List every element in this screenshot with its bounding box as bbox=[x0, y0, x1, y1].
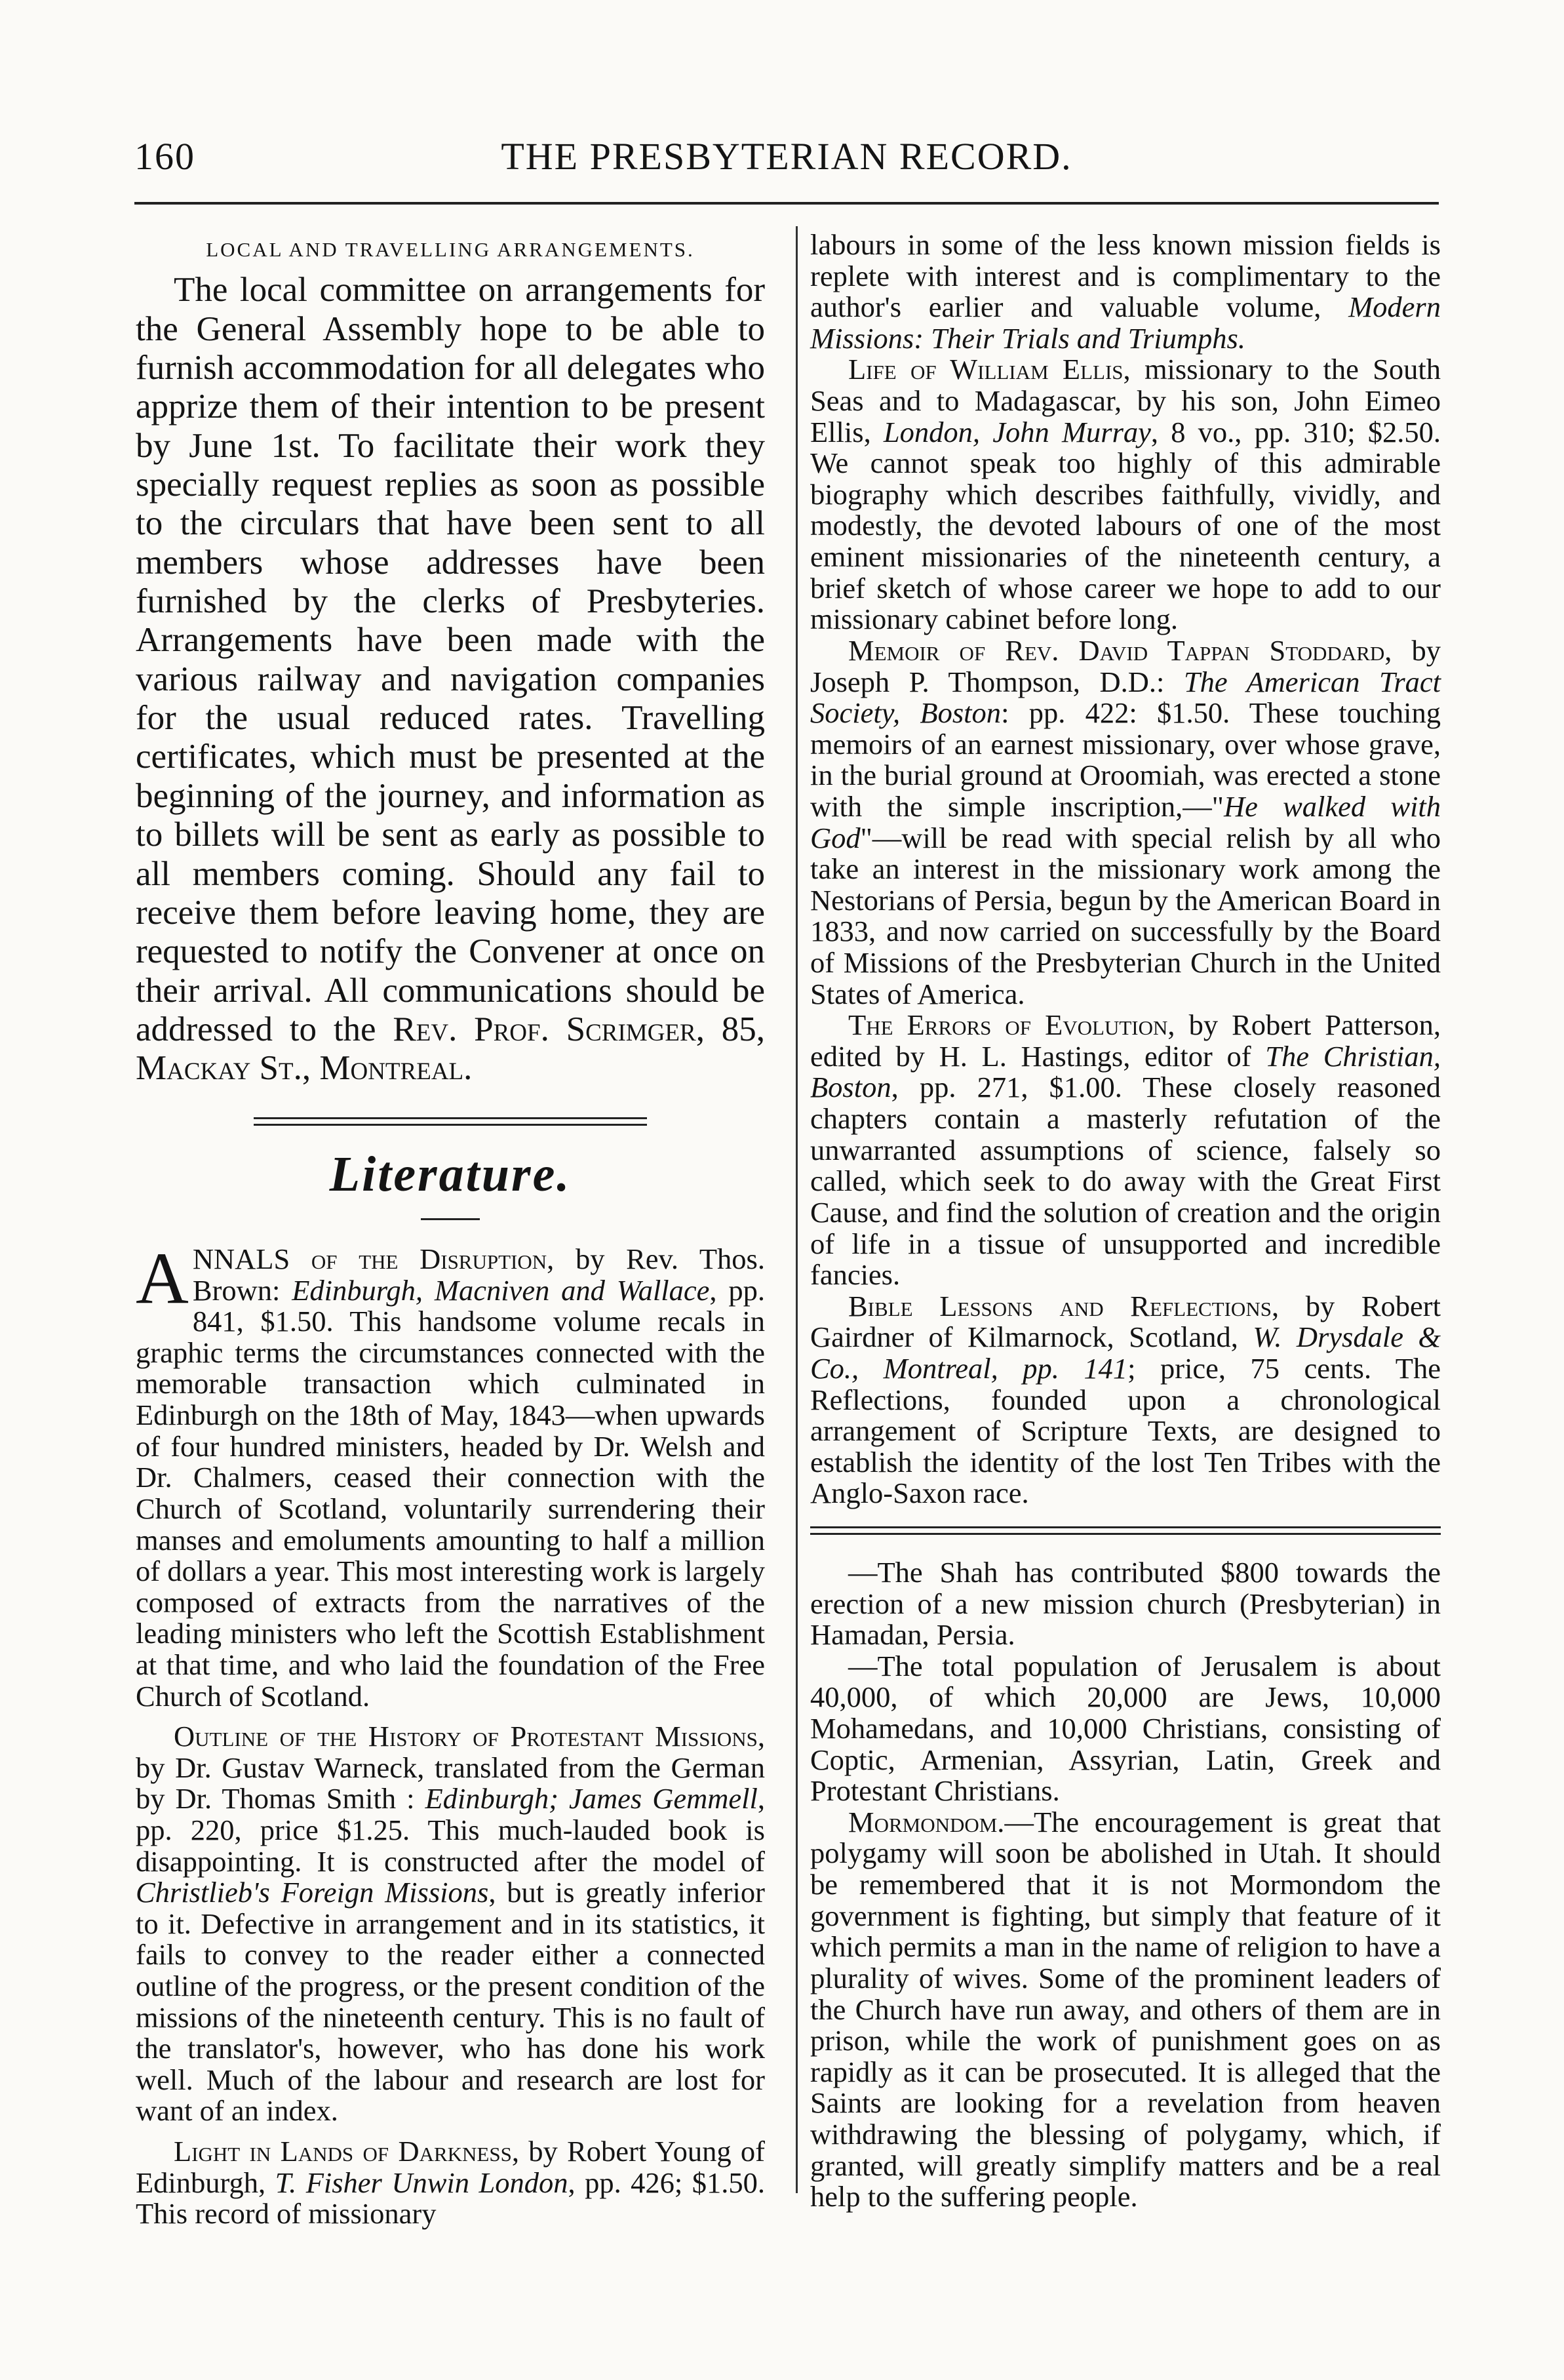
news-double-rule bbox=[810, 1526, 1441, 1535]
section-double-rule bbox=[254, 1117, 647, 1126]
outline-author: , by Dr. Gustav Warneck, translated from the German by Dr. Thomas Smith : bbox=[136, 1720, 765, 1815]
news-jerusalem: —The total population of Jerusalem is about 40,000, of which 20,000 are Jews, 10,000 Mohamedans, and 10,000 Christians, consisting of Coptic, Armenian, Assyrian, Latin, Greek and Protestant Christians. bbox=[810, 1649, 1441, 1808]
errors-author: , by Robert Patterson, edited by H. L. Hastings, editor of bbox=[810, 1008, 1441, 1073]
ellis-publisher: London, John Murray bbox=[883, 415, 1151, 448]
light-title: Light in Lands of Darkness bbox=[174, 2135, 512, 2168]
ellis-body-2: , 8 vo., pp. 310; $2.50. We cannot speak too highly of this admirable biography which describes faithfully, vividly, and modestly, the devoted labours of one of the most eminent missionaries of the nineteenth century, a brief sketch of whose career we hope to add to our missionary cabinet before long. bbox=[810, 415, 1441, 636]
right-column bbox=[810, 229, 1441, 2213]
light-author: , by Robert Young of Edinburgh, bbox=[136, 2135, 765, 2199]
review-outline bbox=[136, 1721, 765, 2127]
literature-short-rule bbox=[421, 1218, 480, 1220]
annals-publisher: Edinburgh, Macniven and Wallace bbox=[292, 1273, 710, 1307]
running-head bbox=[134, 134, 1439, 187]
ellis-title: Life of William Ellis bbox=[848, 353, 1124, 386]
annals-body: , pp. 841, $1.50. This handsome volume recals in graphic terms the circumstances connected with the memorable transaction which culminated in Edinburgh on the 18th of May, 1843—when upwards of four hundred ministers, headed by Dr. Welsh and Dr. Chalmers, ceased their connection with the Church of Scotland, voluntarily surrendering their manses and emoluments amounting to half a million of dollars a year. This most interesting work is largely composed of extracts from the narratives of the leading ministers who left the Scottish Establishment at that time, and who laid the foundation of the Free Church of Scotland. bbox=[136, 1273, 765, 1713]
annals-author: , by Rev. Thos. Brown: bbox=[192, 1242, 765, 1307]
bible-publisher: W. Drysdale & Co., Montreal, pp. 141 bbox=[810, 1320, 1441, 1385]
outline-body-1: , pp. 220, price $1.25. This much-lauded book is disappointing. It is constructed after the model of bbox=[136, 1782, 765, 1878]
outline-reference: Christlieb's Foreign Missions bbox=[136, 1876, 489, 1909]
local-arrangements-text: The local committee on arrangements for the General Assembly hope to be able to furnish accommodation for all delegates who apprize them of their intention to be present by June 1st. To facilitate their work they specially request replies as soon as possible to the circulars that have been sent to all members whose addresses have been furnished by the clerks of Presbyteries. Arrangements have been made with the various railway and navigation companies for the usual reduced rates. Travelling certificates, which must be presented at the beginning of the journey, and information as to billets will be sent as early as possible to all members coming. Should any fail to receive them before leaving home, they are requested to notify the Convener at once on their arrival. All communications should be addressed to the bbox=[136, 271, 765, 1048]
stoddard-author: , by Joseph P. Thompson, D.D.: bbox=[810, 633, 1441, 698]
bible-body: ; price, 75 cents. The Reflections, founded upon a chronological arrangement of Scripture Texts, are designed to establish the identity of the lost Ten Tribes with the Anglo-Saxon race. bbox=[810, 1351, 1441, 1510]
review-annals bbox=[136, 1238, 765, 1713]
stoddard-title: Memoir of Rev. David Tappan Stoddard bbox=[848, 633, 1385, 667]
local-arrangements-heading: LOCAL AND TRAVELLING ARRANGEMENTS. bbox=[206, 238, 695, 261]
review-stoddard bbox=[810, 635, 1441, 1010]
ellis-body-1: , missionary to the South Seas and to Madagascar, by his son, John Eimeo Ellis, bbox=[810, 353, 1441, 448]
review-ellis bbox=[810, 354, 1441, 635]
stoddard-body-2: "—will be read with special relish by all who take an interest in the missionary work among the Nestorians of Persia, begun by the American Board in 1833, and now carried on successfully by the Board of Missions of the Presbyterian Church in the United States of America. bbox=[810, 821, 1441, 1010]
page-title: THE PRESBYTERIAN RECORD. bbox=[501, 135, 1072, 178]
annals-drop-cap: A bbox=[136, 1238, 189, 1320]
review-errors bbox=[810, 1010, 1441, 1290]
light-publisher: T. Fisher Unwin London bbox=[275, 2166, 568, 2199]
literature-heading: Literature. bbox=[329, 1146, 572, 1202]
column-divider bbox=[796, 226, 798, 2193]
errors-publisher: The Christian, Boston bbox=[810, 1039, 1441, 1104]
mormondom-title: Mormondom. bbox=[848, 1805, 1005, 1838]
local-arrangements-address: Rev. Prof. Scrimger, 85, Mackay St., Montreal. bbox=[136, 1010, 765, 1088]
bible-title: Bible Lessons and Reflections bbox=[848, 1289, 1272, 1322]
outline-publisher: Edinburgh; James Gemmell bbox=[425, 1782, 758, 1815]
light-continued-body: labours in some of the less known mission fields is replete with interest and is complimentary to the author's earlier and valuable volume, bbox=[810, 228, 1441, 324]
news-shah: —The Shah has contributed $800 towards the erection of a new mission church (Presbyterian) in Hamadan, Persia. bbox=[810, 1555, 1441, 1652]
light-body: , pp. 426; $1.50. This record of missionary bbox=[136, 2166, 765, 2231]
header-rule bbox=[134, 202, 1439, 205]
review-light-continued bbox=[810, 229, 1441, 354]
annals-caps: NNALS bbox=[192, 1242, 290, 1276]
local-arrangements-body bbox=[136, 271, 765, 1088]
page-number: 160 bbox=[134, 135, 195, 178]
news-mormondom bbox=[810, 1807, 1441, 2213]
stoddard-publisher: The American Tract Society, Boston bbox=[810, 665, 1441, 730]
bible-author: , by Robert Gairdner of Kilmarnock, Scotland, bbox=[810, 1289, 1441, 1354]
outline-body-2: , but is greatly inferior to it. Defective in arrangement and in its statistics, it fails to convey to the reader either a connected outline of the progress, or the present condition of the missions of the nineteenth century. This is no fault of the translator's, however, who has done his work well. Much of the labour and research are lost for want of an index. bbox=[136, 1876, 765, 2128]
mormondom-body: —The encouragement is great that polygamy will soon be abolished in Utah. It should be remembered that it is not Mormondom the government is fighting, but simply that feature of it which permits a man in the name of religion to have a plurality of wives. Some of the prominent leaders of the Church have run away, and others of them are in prison, while the work of punishment goes on as rapidly as it can be prosecuted. It is alleged that the Saints are looking for a revelation from heaven withdrawing the blessing of polygamy, which, if granted, will greatly simplify matters and be a real help to the suffering people. bbox=[810, 1805, 1441, 2213]
light-continued-reference: Modern Missions: Their Trials and Triumphs. bbox=[810, 290, 1441, 355]
outline-title: Outline of the History of Protestant Missions bbox=[174, 1720, 758, 1753]
left-column bbox=[136, 229, 765, 2230]
errors-title: The Errors of Evolution bbox=[848, 1008, 1168, 1042]
stoddard-body-1: : pp. 422: $1.50. These touching memoirs of an earnest missionary, over whose grave, in the burial ground at Oroomiah, was erected a stone with the simple inscription,—" bbox=[810, 696, 1441, 823]
stoddard-quote: He walked with God bbox=[810, 789, 1441, 854]
annals-title: of the Disruption bbox=[311, 1242, 547, 1276]
review-bible bbox=[810, 1291, 1441, 1509]
errors-body: , pp. 271, $1.00. These closely reasoned chapters contain a masterly refutation of the unwarranted assumptions of science, falsely so called, which seek to do away with the Great First Cause, and find the solution of creation and the origin of life in a tissue of unsupported and incredible fancies. bbox=[810, 1071, 1441, 1292]
review-light bbox=[136, 2136, 765, 2230]
